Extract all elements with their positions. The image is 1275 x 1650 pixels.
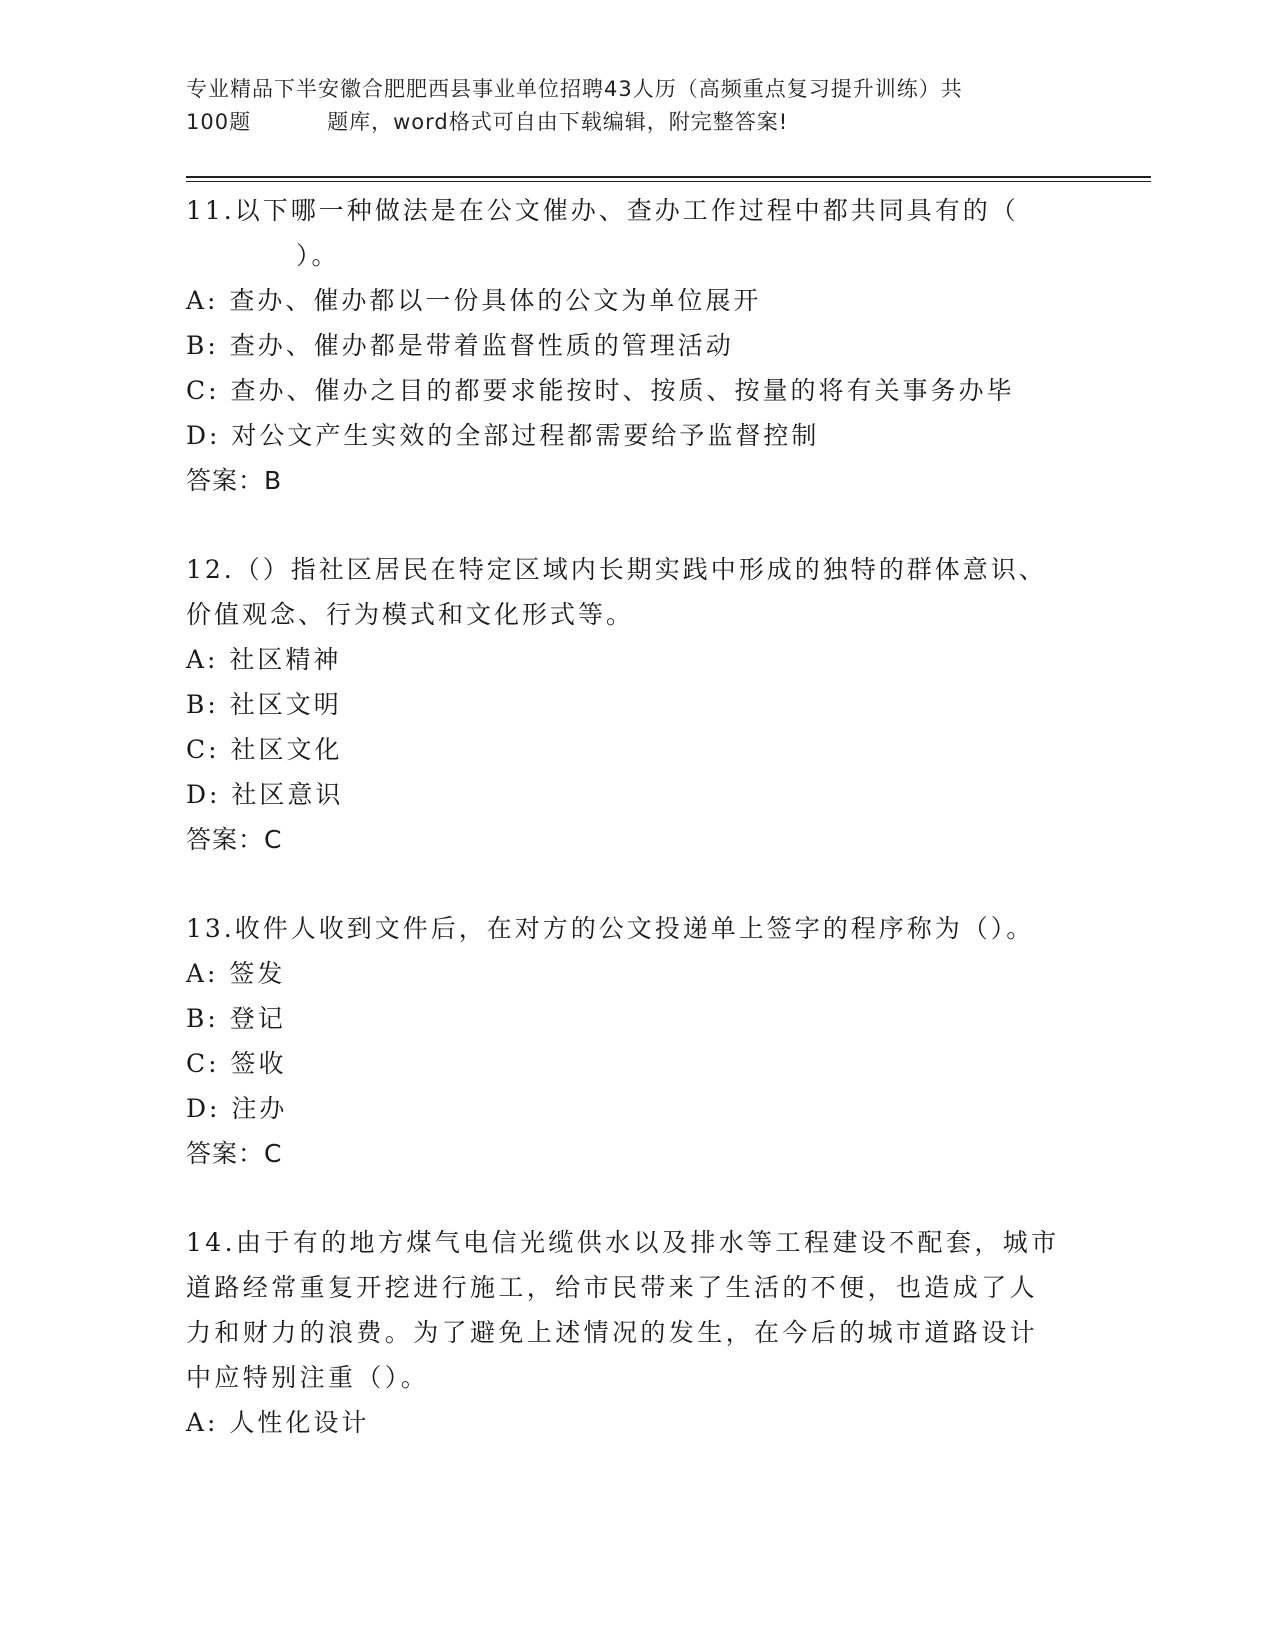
question-stem-line: 力和财力的浪费。为了避免上述情况的发生，在今后的城市道路设计 <box>186 1318 1039 1347</box>
option-d: D: 注办 <box>186 1094 288 1123</box>
question-12 <box>186 547 1086 862</box>
option-d: D: 社区意识 <box>186 780 344 809</box>
answer-line: 答案：C <box>186 1139 283 1168</box>
option-c: C: 社区文化 <box>186 735 343 764</box>
question-stem-line: 价值观念、行为模式和文化形式等。 <box>186 600 635 629</box>
answer-line: 答案：C <box>186 825 283 854</box>
option-c: C: 查办、催办之目的都要求能按时、按质、按量的将有关事务办毕 <box>186 376 1015 405</box>
option-b: B: 社区文明 <box>186 690 342 719</box>
document-header <box>186 73 1086 139</box>
question-13 <box>186 906 1086 1176</box>
option-a: A: 查办、催办都以一份具体的公文为单位展开 <box>186 286 762 315</box>
option-b: B: 查办、催办都是带着监督性质的管理活动 <box>186 331 734 360</box>
question-stem-line: ）。 <box>296 241 340 270</box>
header-description: 题库，word格式可自由下载编辑，附完整答案! <box>327 110 789 134</box>
question-stem-line: 14.由于有的地方煤气电信光缆供水以及排水等工程建设不配套，城市 <box>186 1228 1060 1257</box>
option-d: D: 对公文产生实效的全部过程都需要给予监督控制 <box>186 421 820 450</box>
question-stem-line: 道路经常重复开挖进行施工，给市民带来了生活的不便，也造成了人 <box>186 1273 1039 1302</box>
question-14 <box>186 1220 1086 1445</box>
header-divider-thin <box>186 181 1151 182</box>
question-11 <box>186 188 1086 503</box>
option-a: A: 社区精神 <box>186 645 342 674</box>
answer-line: 答案：B <box>186 466 283 495</box>
header-question-count: 100题 <box>186 110 252 134</box>
question-stem-line: 中应特别注重（）。 <box>186 1363 430 1392</box>
option-a: A: 签发 <box>186 959 286 988</box>
option-c: C: 签收 <box>186 1049 287 1078</box>
option-b: B: 登记 <box>186 1004 286 1033</box>
option-a: A: 人性化设计 <box>186 1408 370 1437</box>
question-stem-line: 13.收件人收到文件后，在对方的公文投递单上签字的程序称为（）。 <box>186 914 1035 943</box>
question-stem-line: 12.（）指社区居民在特定区域内长期实践中形成的独特的群体意识、 <box>186 555 1047 584</box>
header-divider-thick <box>186 176 1151 178</box>
header-title-line-1: 专业精品下半安徽合肥肥西县事业单位招聘43人历（高频重点复习提升训练）共 <box>186 77 963 101</box>
header-title-line-2 <box>186 106 1086 139</box>
question-list <box>186 188 1086 1489</box>
question-stem-line: 11.以下哪一种做法是在公文催办、查办工作过程中都共同具有的（ <box>186 196 1019 225</box>
